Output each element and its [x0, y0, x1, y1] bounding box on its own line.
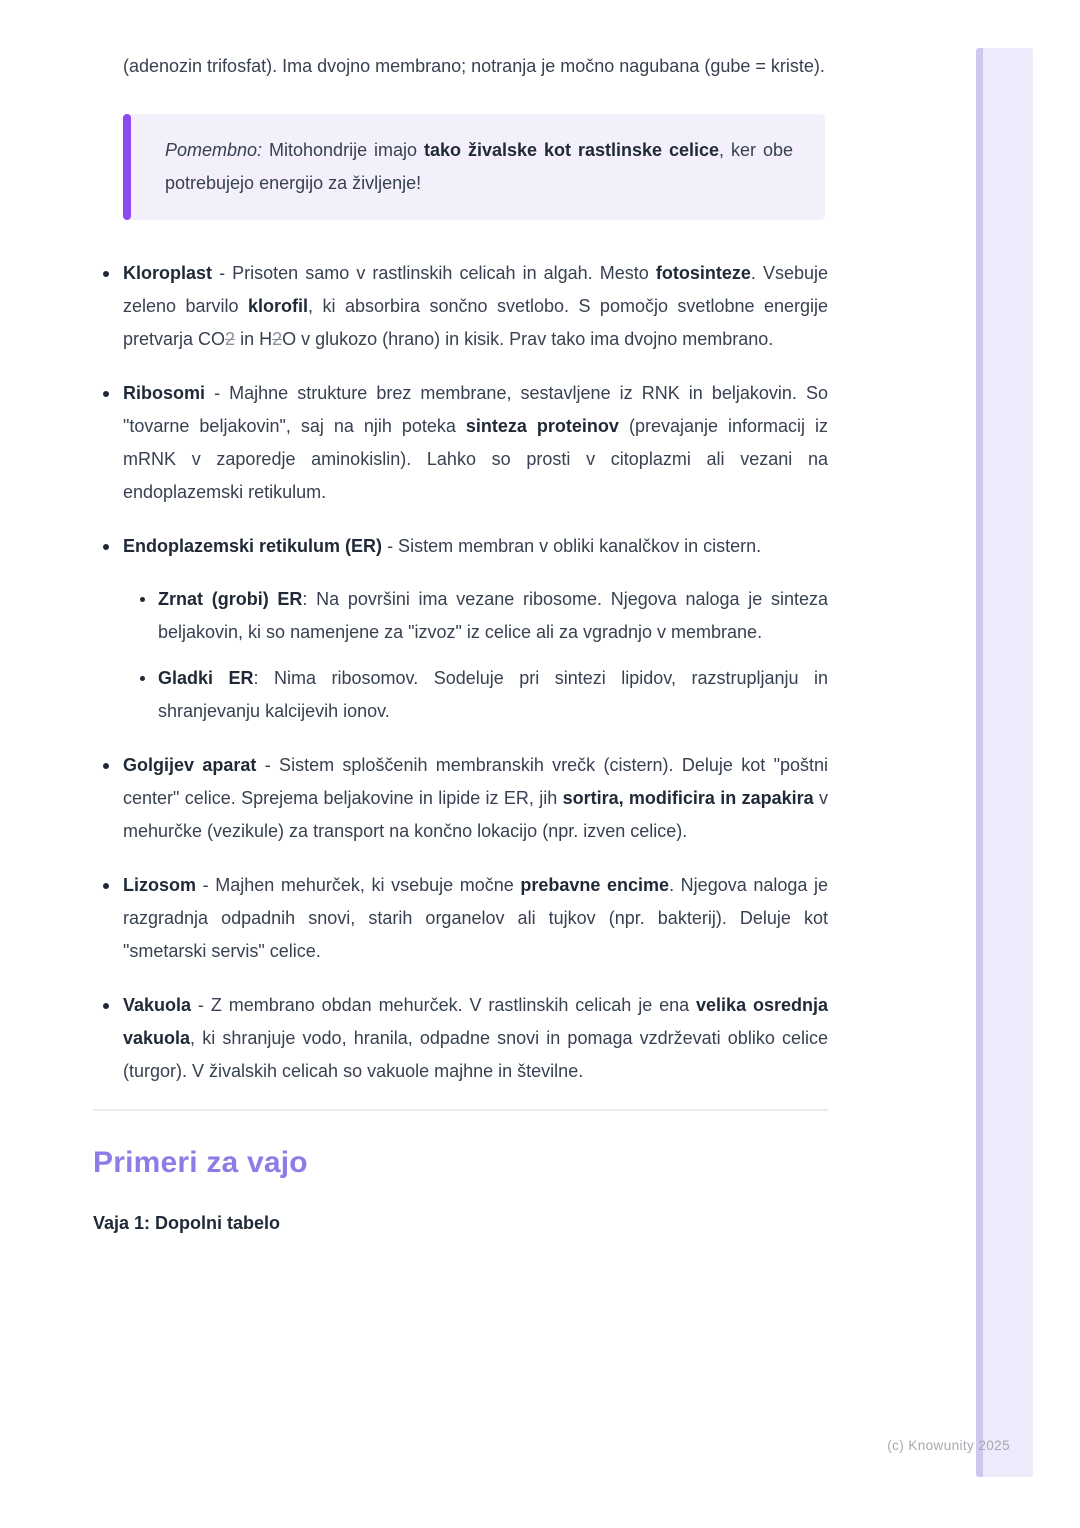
text-run: 2	[225, 329, 236, 349]
text-run: , ker obe potrebujejo energijo za življenje!	[165, 140, 793, 193]
text-run: , ki shranjuje vodo, hranila, odpadne snovi in pomaga vzdrževati obliko celice (turgor). V živalskih celicah so vakuole majhne in številne.	[123, 1028, 828, 1081]
text-run: Pomembno:	[165, 140, 263, 160]
list-item-text	[123, 257, 828, 356]
text-run: - Majhen mehurček, ki vsebuje močne	[196, 875, 521, 895]
text-run: Endoplazemski retikulum (ER)	[123, 536, 383, 556]
organelles-list	[123, 257, 828, 1088]
list-item	[123, 530, 828, 728]
copyright-note: (c) Knowunity 2025	[887, 1438, 1010, 1453]
text-run: Mitohondrije imajo	[262, 140, 425, 160]
list-item	[123, 257, 828, 356]
list-item-text	[123, 530, 828, 563]
text-run: sinteza proteinov	[465, 416, 619, 436]
list-item-text	[123, 749, 828, 848]
text-run: (prevajanje informacij iz mRNK v zaporedje aminokislin). Lahko so prosti v citoplazmi ali vezani na endoplazemski retikulum.	[123, 416, 828, 502]
text-run: 2	[272, 329, 283, 349]
list-item-text	[123, 869, 828, 968]
text-run: - Z membrano obdan mehurček. V rastlinskih celicah je ena	[191, 995, 697, 1015]
text-run: Kloroplast	[123, 263, 213, 283]
sub-list-item	[158, 583, 828, 649]
practice-heading: Primeri za vajo	[93, 1146, 308, 1179]
callout-text	[165, 134, 793, 200]
text-run: klorofil	[248, 296, 309, 316]
text-run: in H	[235, 329, 273, 349]
intro-paragraph	[123, 50, 828, 83]
text-run: v mehurčke (vezikule) za transport na končno lokacijo (npr. izven celice).	[123, 788, 828, 841]
list-item	[123, 377, 828, 509]
text-run: O v glukozo (hrano) in kisik. Prav tako ima dvojno membrano.	[282, 329, 774, 349]
list-item-text	[158, 662, 828, 728]
list-item	[123, 869, 828, 968]
document-content	[93, 50, 828, 1235]
notes-section	[123, 50, 828, 1088]
sub-list-item	[158, 662, 828, 728]
text-run: Zrnat (grobi) ER	[158, 589, 303, 609]
list-item-text	[123, 989, 828, 1088]
text-run: sortira, modificira in zapakira	[562, 788, 814, 808]
text-run: fotosinteze	[655, 263, 751, 283]
callout-important	[123, 114, 825, 220]
text-run: tako živalske kot rastlinske celice	[424, 140, 720, 160]
text-run: velika osrednja vakuola	[123, 995, 828, 1048]
text-run: . Vsebuje zeleno barvilo	[123, 263, 828, 316]
text-run: Golgijev aparat	[123, 755, 257, 775]
text-run: - Sistem membran v obliki kanalčkov in cistern.	[382, 536, 762, 556]
text-run: - Prisoten samo v rastlinskih celicah in algah. Mesto	[212, 263, 656, 283]
er-sub-list	[123, 583, 828, 728]
text-run: Gladki ER	[158, 668, 254, 688]
text-run: (adenozin trifosfat). Ima dvojno membrano; notranja je močno nagubana (gube = kriste).	[123, 56, 825, 76]
list-item-text	[123, 377, 828, 509]
list-item	[123, 989, 828, 1088]
text-run: : Nima ribosomov. Sodeluje pri sintezi lipidov, razstrupljanju in shranjevanju kalcijevih ionov.	[158, 668, 829, 721]
text-run: Vakuola	[123, 995, 192, 1015]
section-divider	[93, 1109, 828, 1111]
text-run: - Majhne strukture brez membrane, sestavljene iz RNK in beljakovin. So "tovarne beljakovin", saj na njih poteka	[123, 383, 828, 436]
text-run: Lizosom	[123, 875, 197, 895]
text-run: - Sistem sploščenih membranskih vrečk (cistern). Deluje kot "poštni center" celice. Sprejema beljakovine in lipide iz ER, jih	[123, 755, 829, 808]
exercise-title: Vaja 1: Dopolni tabelo	[93, 1213, 281, 1233]
page-edge-strip	[976, 48, 1033, 1477]
text-run: prebavne encime	[520, 875, 670, 895]
list-item	[123, 749, 828, 848]
list-item-text	[158, 583, 828, 649]
text-run: Ribosomi	[123, 383, 206, 403]
text-run: . Njegova naloga je razgradnja odpadnih snovi, starih organelov ali tujkov (npr. bakterij). Deluje kot "smetarski servis" celice.	[123, 875, 829, 961]
text-run: , ki absorbira sončno svetlobo. S pomočjo svetlobne energije pretvarja CO	[123, 296, 828, 349]
text-run: : Na površini ima vezane ribosome. Njegova naloga je sinteza beljakovin, ki so namenjene za "izvoz" iz celice ali za vgradnjo v membrane.	[158, 589, 828, 642]
